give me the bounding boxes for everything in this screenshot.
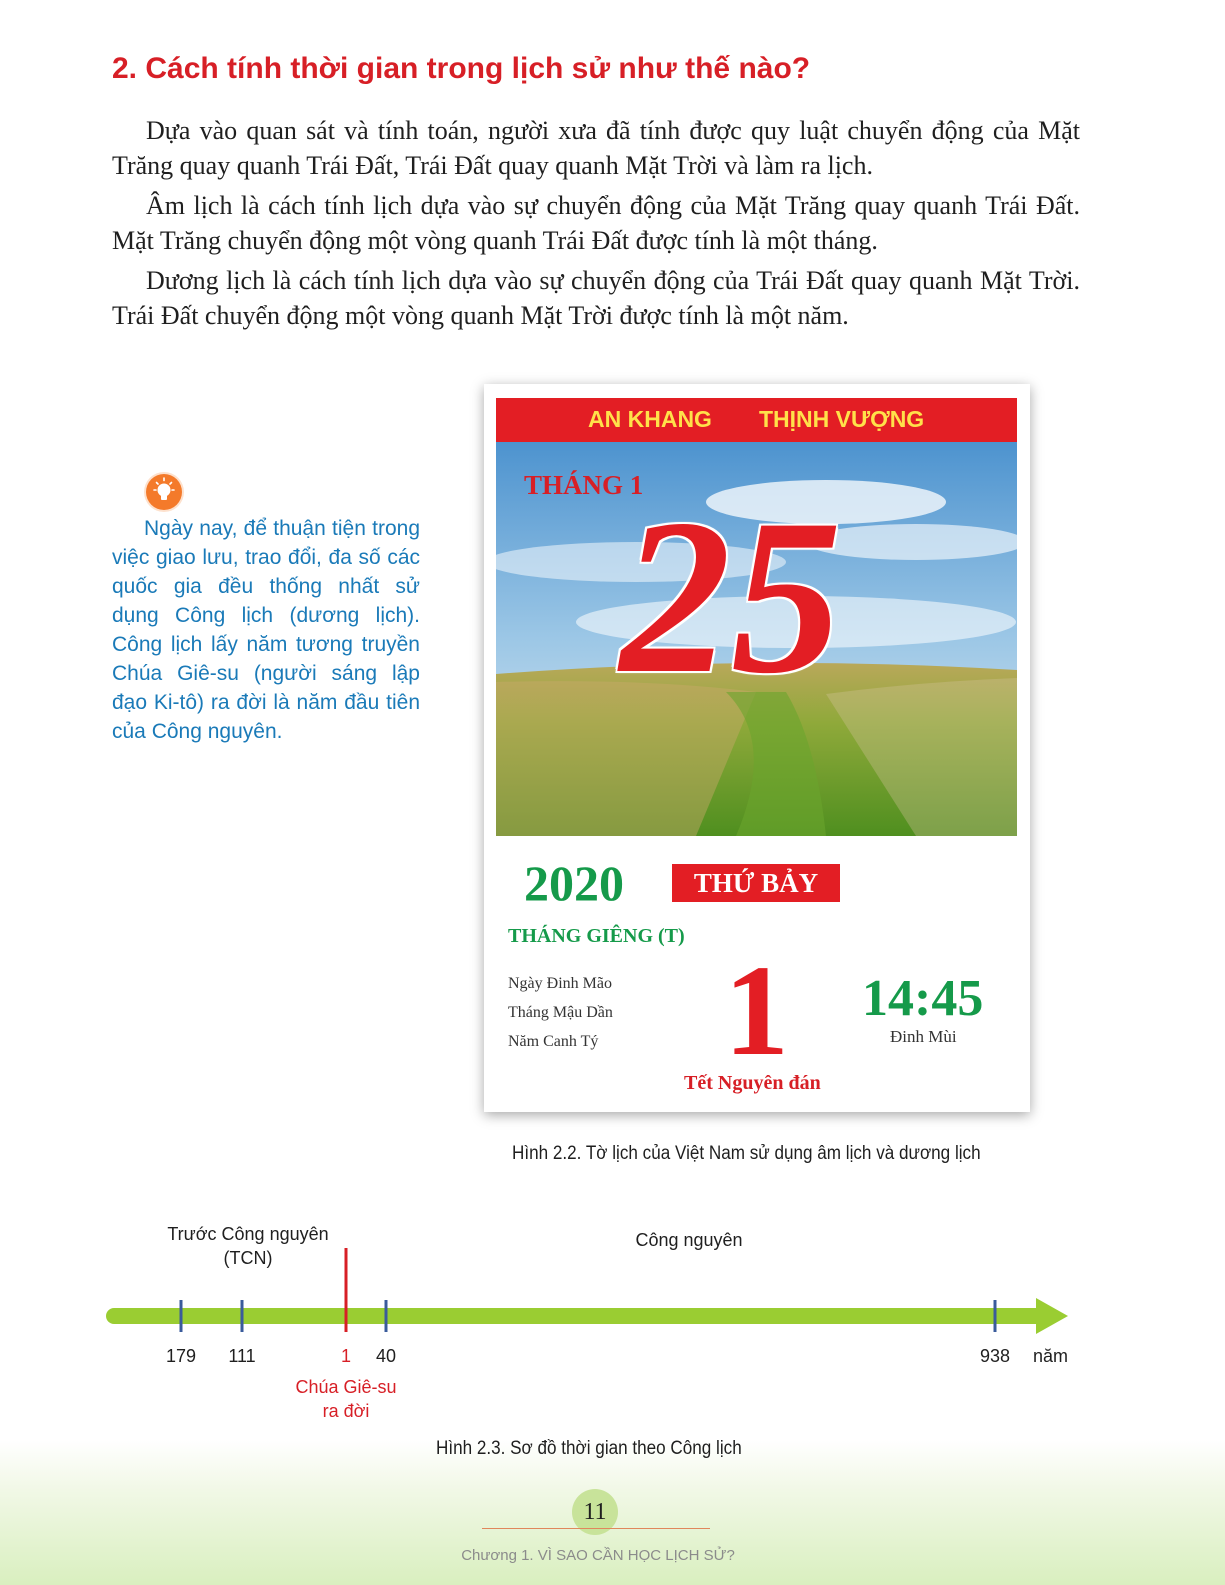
tick-label-938: 938 [979, 1346, 1011, 1366]
footer-divider [482, 1528, 710, 1529]
tick-label-111: 111 [228, 1346, 256, 1366]
side-note-text: Ngày nay, để thuận tiện trong việc giao lưu, trao đổi, đa số các quốc gia đều thống nhất sử dụng Công lịch (dương lịch). Công lịch lấy năm tương truyền Chúa Giê-su (người sáng lập đạo Ki-tô) ra đời là năm đầu tiên của Công nguyên. [112, 517, 420, 743]
figure-2-2-caption: Hình 2.2. Tờ lịch của Việt Nam sử dụng âm lịch và dương lịch [512, 1143, 981, 1164]
calendar-header-right: THỊNH VƯỢNG [759, 406, 925, 432]
jesus-birth-line-1: Chúa Giê-su [295, 1377, 397, 1397]
jesus-birth-label [286, 1375, 406, 1423]
jesus-birth-line-2: ra đời [322, 1401, 370, 1421]
calendar-header-left: AN KHANG [588, 406, 712, 432]
canchi-day: Ngày Đinh Mão [508, 975, 612, 992]
calendar-lunar-month: THÁNG GIÊNG (T) [508, 925, 685, 947]
timeline-axis [100, 1240, 1080, 1340]
calendar-time: 14:45 [862, 970, 984, 1027]
calendar-hour-name: Đinh Mùi [890, 1027, 957, 1046]
calendar-month-label: THÁNG 1 [524, 470, 644, 500]
calendar-landscape-photo [496, 442, 1017, 836]
timeline-bce-abbr: (TCN) [223, 1248, 273, 1268]
calendar-header [496, 398, 1017, 442]
calendar-solar-day: 25 [620, 474, 842, 720]
tick-label-179: 179 [165, 1346, 197, 1366]
paragraph-1: Dựa vào quan sát và tính toán, người xưa đã tính được quy luật chuyển động của Mặt Trăng quay quanh Trái Đất, Trái Đất quay quanh Mặt Trời và làm ra lịch. [112, 116, 1080, 180]
timeline-ce-label: Công nguyên [635, 1230, 743, 1250]
page-number: 11 [572, 1489, 618, 1535]
canchi-month: Tháng Mậu Dần [508, 1004, 613, 1021]
calendar-year: 2020 [524, 855, 624, 911]
calendar-canchi [508, 969, 613, 1056]
section-heading: 2. Cách tính thời gian trong lịch sử như thế nào? [112, 52, 811, 85]
paragraph-2: Âm lịch là cách tính lịch dựa vào sự chuyển động của Mặt Trăng quay quanh Trái Đất. Mặt Trăng chuyển động một vòng quanh Trái Đất được tính là một tháng. [112, 191, 1080, 255]
tick-label-40: 40 [375, 1346, 397, 1366]
calendar-weekday: THỨ BẢY [672, 864, 840, 902]
tick-label-1: 1 [340, 1346, 351, 1366]
timeline-unit-label: năm [1033, 1346, 1069, 1366]
timeline-bce-text: Trước Công nguyên [167, 1224, 329, 1244]
canchi-year: Năm Canh Tý [508, 1033, 599, 1050]
figure-2-3-caption: Hình 2.3. Sơ đồ thời gian theo Công lịch [436, 1438, 742, 1459]
chapter-title: Chương 1. VÌ SAO CẦN HỌC LỊCH SỬ? [461, 1547, 735, 1564]
timeline-arrow-head [1036, 1298, 1068, 1334]
calendar-lunar-day: 1 [724, 939, 789, 1083]
calendar-holiday: Tết Nguyên đán [684, 1072, 821, 1094]
lightbulb-icon [146, 474, 182, 510]
paragraph-3: Dương lịch là cách tính lịch dựa vào sự chuyển động của Trái Đất quay quanh Mặt Trời. Trái Đất chuyển động một vòng quanh Mặt Trời được tính là một năm. [112, 266, 1080, 330]
calendar-sheet [484, 384, 1030, 1112]
